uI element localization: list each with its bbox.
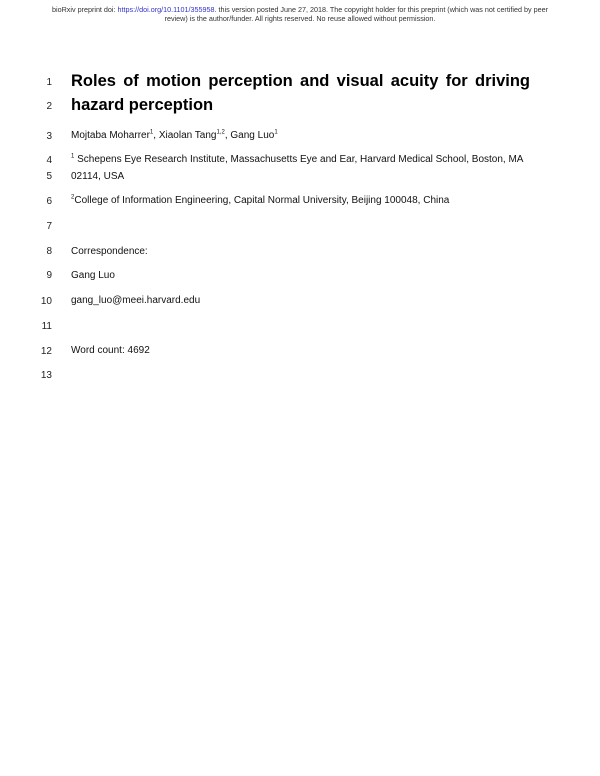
author-name: Mojtaba Moharrer [71,130,150,141]
line-number: 1 [46,77,52,88]
affiliation-mark: 2 [71,194,75,201]
line-number: 2 [46,101,52,112]
correspondence-name: Gang Luo [71,270,115,281]
author-name: Gang Luo [230,130,275,141]
line-number: 6 [46,196,52,207]
paper-title-line-1: Roles of motion perception and visual acuity for driving [71,72,530,90]
correspondence-label: Correspondence: [71,246,148,257]
paper-title-line-2: hazard perception [71,96,214,114]
line-number: 8 [46,246,52,257]
notice-prefix: bioRxiv preprint doi: [52,5,118,14]
affiliation-text: Schepens Eye Research Institute, Massachusetts Eye and Ear, Harvard Medical School, Boston, MA [77,154,524,165]
correspondence-email: gang_luo@meei.harvard.edu [71,295,201,306]
author-affiliation-mark: 1 [149,129,154,136]
line-number: 3 [46,131,52,142]
line-number: 12 [40,346,52,357]
preprint-notice [40,5,560,23]
affiliation-mark: 1 [71,153,75,160]
author-name: Xiaolan Tang [158,130,217,141]
line-number: 13 [40,370,52,381]
line-number: 5 [46,171,52,182]
author-affiliation-mark: 1,2 [216,129,225,136]
doi-link[interactable]: https://doi.org/10.1101/355958 [117,5,215,14]
author-list: Mojtaba Moharrer$^1$, Xiaolan Tang$^{1,2}$, Gang Luo$^1$ [71,129,278,141]
line-number: 11 [41,321,52,332]
author-affiliation-mark: 1 [274,129,278,136]
line-number: 9 [46,270,52,281]
affiliation-text: College of Information Engineering, Capital Normal University, Beijing 100048, China [74,195,450,206]
line-number: 7 [46,221,52,232]
notice-suffix: . this version posted June 27, 2018. The copyright holder for this preprint (which was not certified by peer review) is the author/funder. All rights reserved. No reuse allowed without permission. [164,5,548,23]
affiliation-2 [71,195,449,206]
word-count: Word count: 4692 [71,345,150,356]
affiliation-1-continued: 02114, USA [71,171,125,182]
affiliation-1 [71,154,523,165]
line-number: 4 [46,155,52,166]
line-number: 10 [40,296,52,307]
